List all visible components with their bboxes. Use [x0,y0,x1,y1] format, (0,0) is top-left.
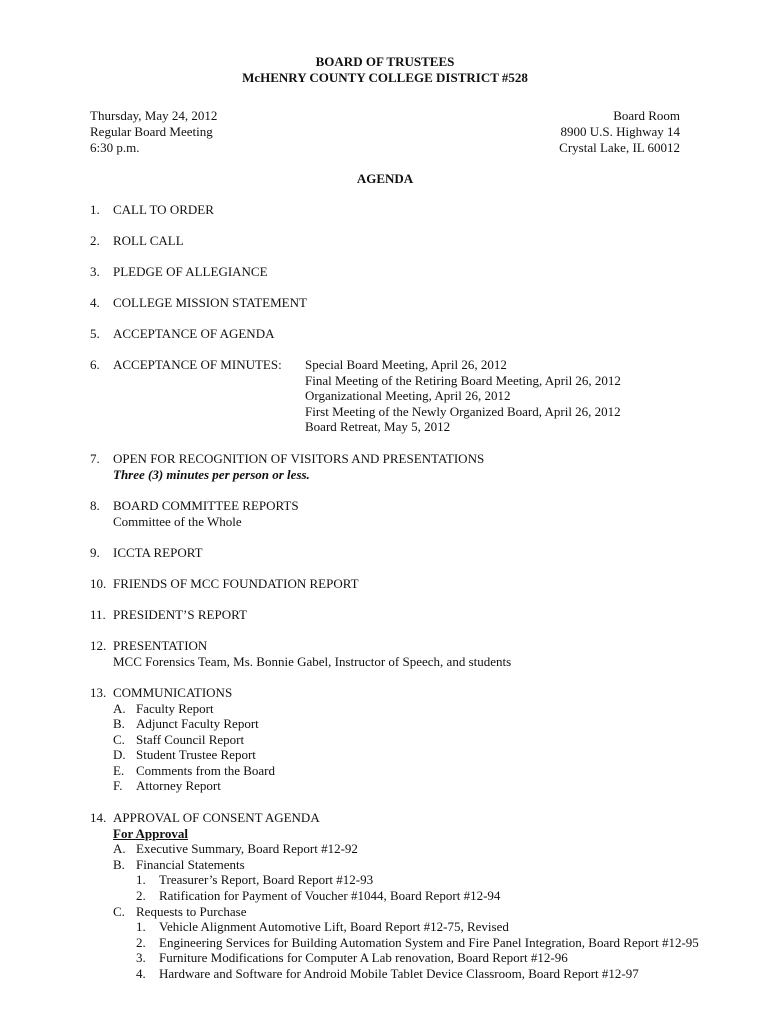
item-note: Three (3) minutes per person or less. [113,467,310,482]
subsub-number: 2. [136,888,146,903]
subsub-number: 3. [136,950,146,965]
item-number: 5. [90,326,100,341]
item-number: 9. [90,545,100,560]
for-approval-heading: For Approval [113,826,189,841]
item-text: ICCTA REPORT [113,545,203,560]
item-number: 13. [90,685,107,700]
sub-letter: C. [113,732,125,747]
item-number: 7. [90,451,100,466]
item-text: ACCEPTANCE OF MINUTES: [113,357,282,372]
sub-letter: A. [113,701,126,716]
item-note: Committee of the Whole [113,514,242,529]
location-city: Crystal Lake, IL 60012 [559,140,680,155]
sub-letter: C. [113,904,125,919]
item-text: ACCEPTANCE OF AGENDA [113,326,275,341]
item-number: 10. [90,576,107,591]
subsub-number: 2. [136,935,146,950]
meeting-type: Regular Board Meeting [90,124,213,139]
item-number: 11. [90,607,106,622]
minutes-entry: Board Retreat, May 5, 2012 [305,419,451,434]
item-text: PRESENTATION [113,638,208,653]
subsub-item: Treasurer’s Report, Board Report #12-93 [159,872,374,887]
sub-item: Faculty Report [136,701,214,716]
sub-item: Requests to Purchase [136,904,247,919]
item-number: 4. [90,295,100,310]
sub-letter: D. [113,747,126,762]
sub-item: Executive Summary, Board Report #12-92 [136,841,358,856]
item-number: 6. [90,357,100,372]
subsub-number: 1. [136,919,146,934]
minutes-entry: Final Meeting of the Retiring Board Meeting, April 26, 2012 [305,373,621,388]
document-title: BOARD OF TRUSTEES [315,54,455,69]
item-number: 2. [90,233,100,248]
item-number: 3. [90,264,100,279]
location-street: 8900 U.S. Highway 14 [560,124,680,139]
subsub-item: Vehicle Alignment Automotive Lift, Board Report #12-75, Revised [159,919,509,934]
item-text: APPROVAL OF CONSENT AGENDA [113,810,320,825]
meeting-date: Thursday, May 24, 2012 [90,108,218,123]
sub-item: Staff Council Report [136,732,245,747]
minutes-entry: First Meeting of the Newly Organized Board, April 26, 2012 [305,404,621,419]
document-subtitle: McHENRY COUNTY COLLEGE DISTRICT #528 [242,70,528,85]
subsub-item: Ratification for Payment of Voucher #1044, Board Report #12-94 [159,888,501,903]
sub-letter: F. [113,778,123,793]
item-text: FRIENDS OF MCC FOUNDATION REPORT [113,576,359,591]
item-text: ROLL CALL [113,233,184,248]
sub-letter: E. [113,763,125,778]
subsub-item: Engineering Services for Building Automation System and Fire Panel Integration, Board Report #12-95 [159,935,699,950]
sub-letter: B. [113,716,125,731]
agenda-heading: AGENDA [356,171,414,186]
minutes-entry: Special Board Meeting, April 26, 2012 [305,357,507,372]
item-note: MCC Forensics Team, Ms. Bonnie Gabel, Instructor of Speech, and students [113,654,512,669]
item-text: CALL TO ORDER [113,202,214,217]
item-number: 1. [90,202,100,217]
item-text: PLEDGE OF ALLEGIANCE [113,264,268,279]
subsub-item: Furniture Modifications for Computer A Lab renovation, Board Report #12-96 [159,950,568,965]
sub-letter: B. [113,857,125,872]
item-number: 14. [90,810,107,825]
subsub-number: 4. [136,966,146,981]
minutes-entry: Organizational Meeting, April 26, 2012 [305,388,511,403]
item-number: 12. [90,638,107,653]
item-text: OPEN FOR RECOGNITION OF VISITORS AND PRESENTATIONS [113,451,485,466]
sub-item: Student Trustee Report [136,747,256,762]
item-text: COLLEGE MISSION STATEMENT [113,295,307,310]
sub-item: Adjunct Faculty Report [136,716,259,731]
item-number: 8. [90,498,100,513]
sub-item: Attorney Report [136,778,221,793]
location-room: Board Room [613,108,680,123]
subsub-item: Hardware and Software for Android Mobile Tablet Device Classroom, Board Report #12-97 [159,966,639,981]
meeting-time: 6:30 p.m. [90,140,140,155]
item-text: COMMUNICATIONS [113,685,233,700]
subsub-number: 1. [136,872,146,887]
sub-letter: A. [113,841,126,856]
sub-item: Financial Statements [136,857,245,872]
item-text: PRESIDENT’S REPORT [113,607,247,622]
sub-item: Comments from the Board [136,763,276,778]
item-text: BOARD COMMITTEE REPORTS [113,498,299,513]
